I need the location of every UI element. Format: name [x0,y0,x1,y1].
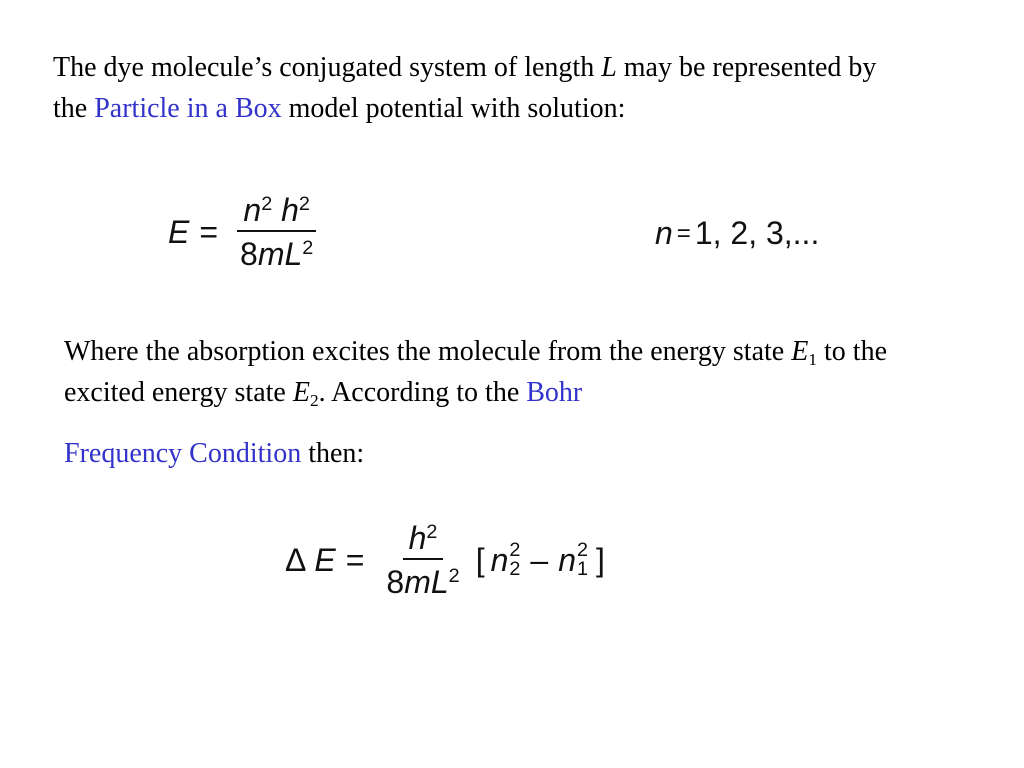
mass-symbol: m [404,564,431,600]
h-symbol: h [408,520,427,556]
particle-in-a-box-link[interactable]: Particle in a Box [94,93,282,124]
h-exponent: 2 [426,521,438,544]
open-bracket: [ [475,541,485,578]
minus-sign: – [530,541,549,578]
energy-fraction [234,192,319,272]
frequency-paragraph [64,433,964,474]
absorption-paragraph [64,331,964,413]
initial-state-exponent: 2 [577,539,589,562]
length-symbol: L [284,236,303,272]
h-symbol: h [281,192,299,228]
quantum-number-symbol: n [655,215,673,251]
length-symbol: L [430,564,449,600]
final-state-exponent: 2 [509,539,521,562]
e2-symbol: E [292,377,310,408]
intro-text-1: The dye molecule’s conjugated system of length [53,52,602,83]
coefficient: 8 [240,236,258,272]
delta-symbol: Δ [285,541,307,578]
frequency-condition-link[interactable]: Frequency Condition [64,438,302,469]
e1-symbol: E [791,336,809,367]
equals-sign: = [676,219,691,247]
final-state-symbol: n [490,541,509,578]
fraction-numerator [237,192,316,232]
fraction-denominator [234,232,319,272]
quantum-number-values: 1, 2, 3,... [694,215,820,251]
quantum-number-range [655,215,819,252]
intro-paragraph [53,47,913,129]
frequency-text: then: [301,438,365,469]
close-bracket: ] [596,541,605,578]
equals-sign: = [345,541,365,578]
e2-subscript: 2 [309,390,319,410]
equals-sign: = [199,213,219,250]
bohr-link[interactable]: Bohr [526,377,583,408]
absorption-text-3: . According to the [318,377,527,408]
n-symbol: n [243,192,262,228]
h-exponent: 2 [298,193,310,216]
initial-state-indices [577,541,588,579]
n-exponent: 2 [261,193,273,216]
intro-text-3: model potential with solution: [281,93,626,124]
fraction-denominator [380,560,465,600]
mass-symbol: m [257,236,285,272]
absorption-text-1: Where the absorption excites the molecule from the energy state [64,336,792,367]
final-state-subscript: 2 [509,558,521,580]
delta-energy-fraction [380,520,465,600]
fraction-numerator [403,520,444,560]
initial-state-subscript: 1 [577,558,589,580]
e1-subscript: 1 [808,349,818,369]
delta-energy-equation [285,520,605,600]
initial-state-symbol: n [558,541,576,578]
energy-symbol: E [168,213,190,250]
energy-symbol: E [314,541,336,578]
absorption-text-2: to the excited energy state [64,336,888,408]
length-exponent: 2 [302,237,314,260]
final-state-indices [509,541,520,579]
length-variable: L [601,52,617,83]
length-exponent: 2 [448,565,460,588]
coefficient: 8 [386,564,405,600]
intro-text-2: may be represented by the [53,52,877,124]
energy-equation [168,192,325,272]
